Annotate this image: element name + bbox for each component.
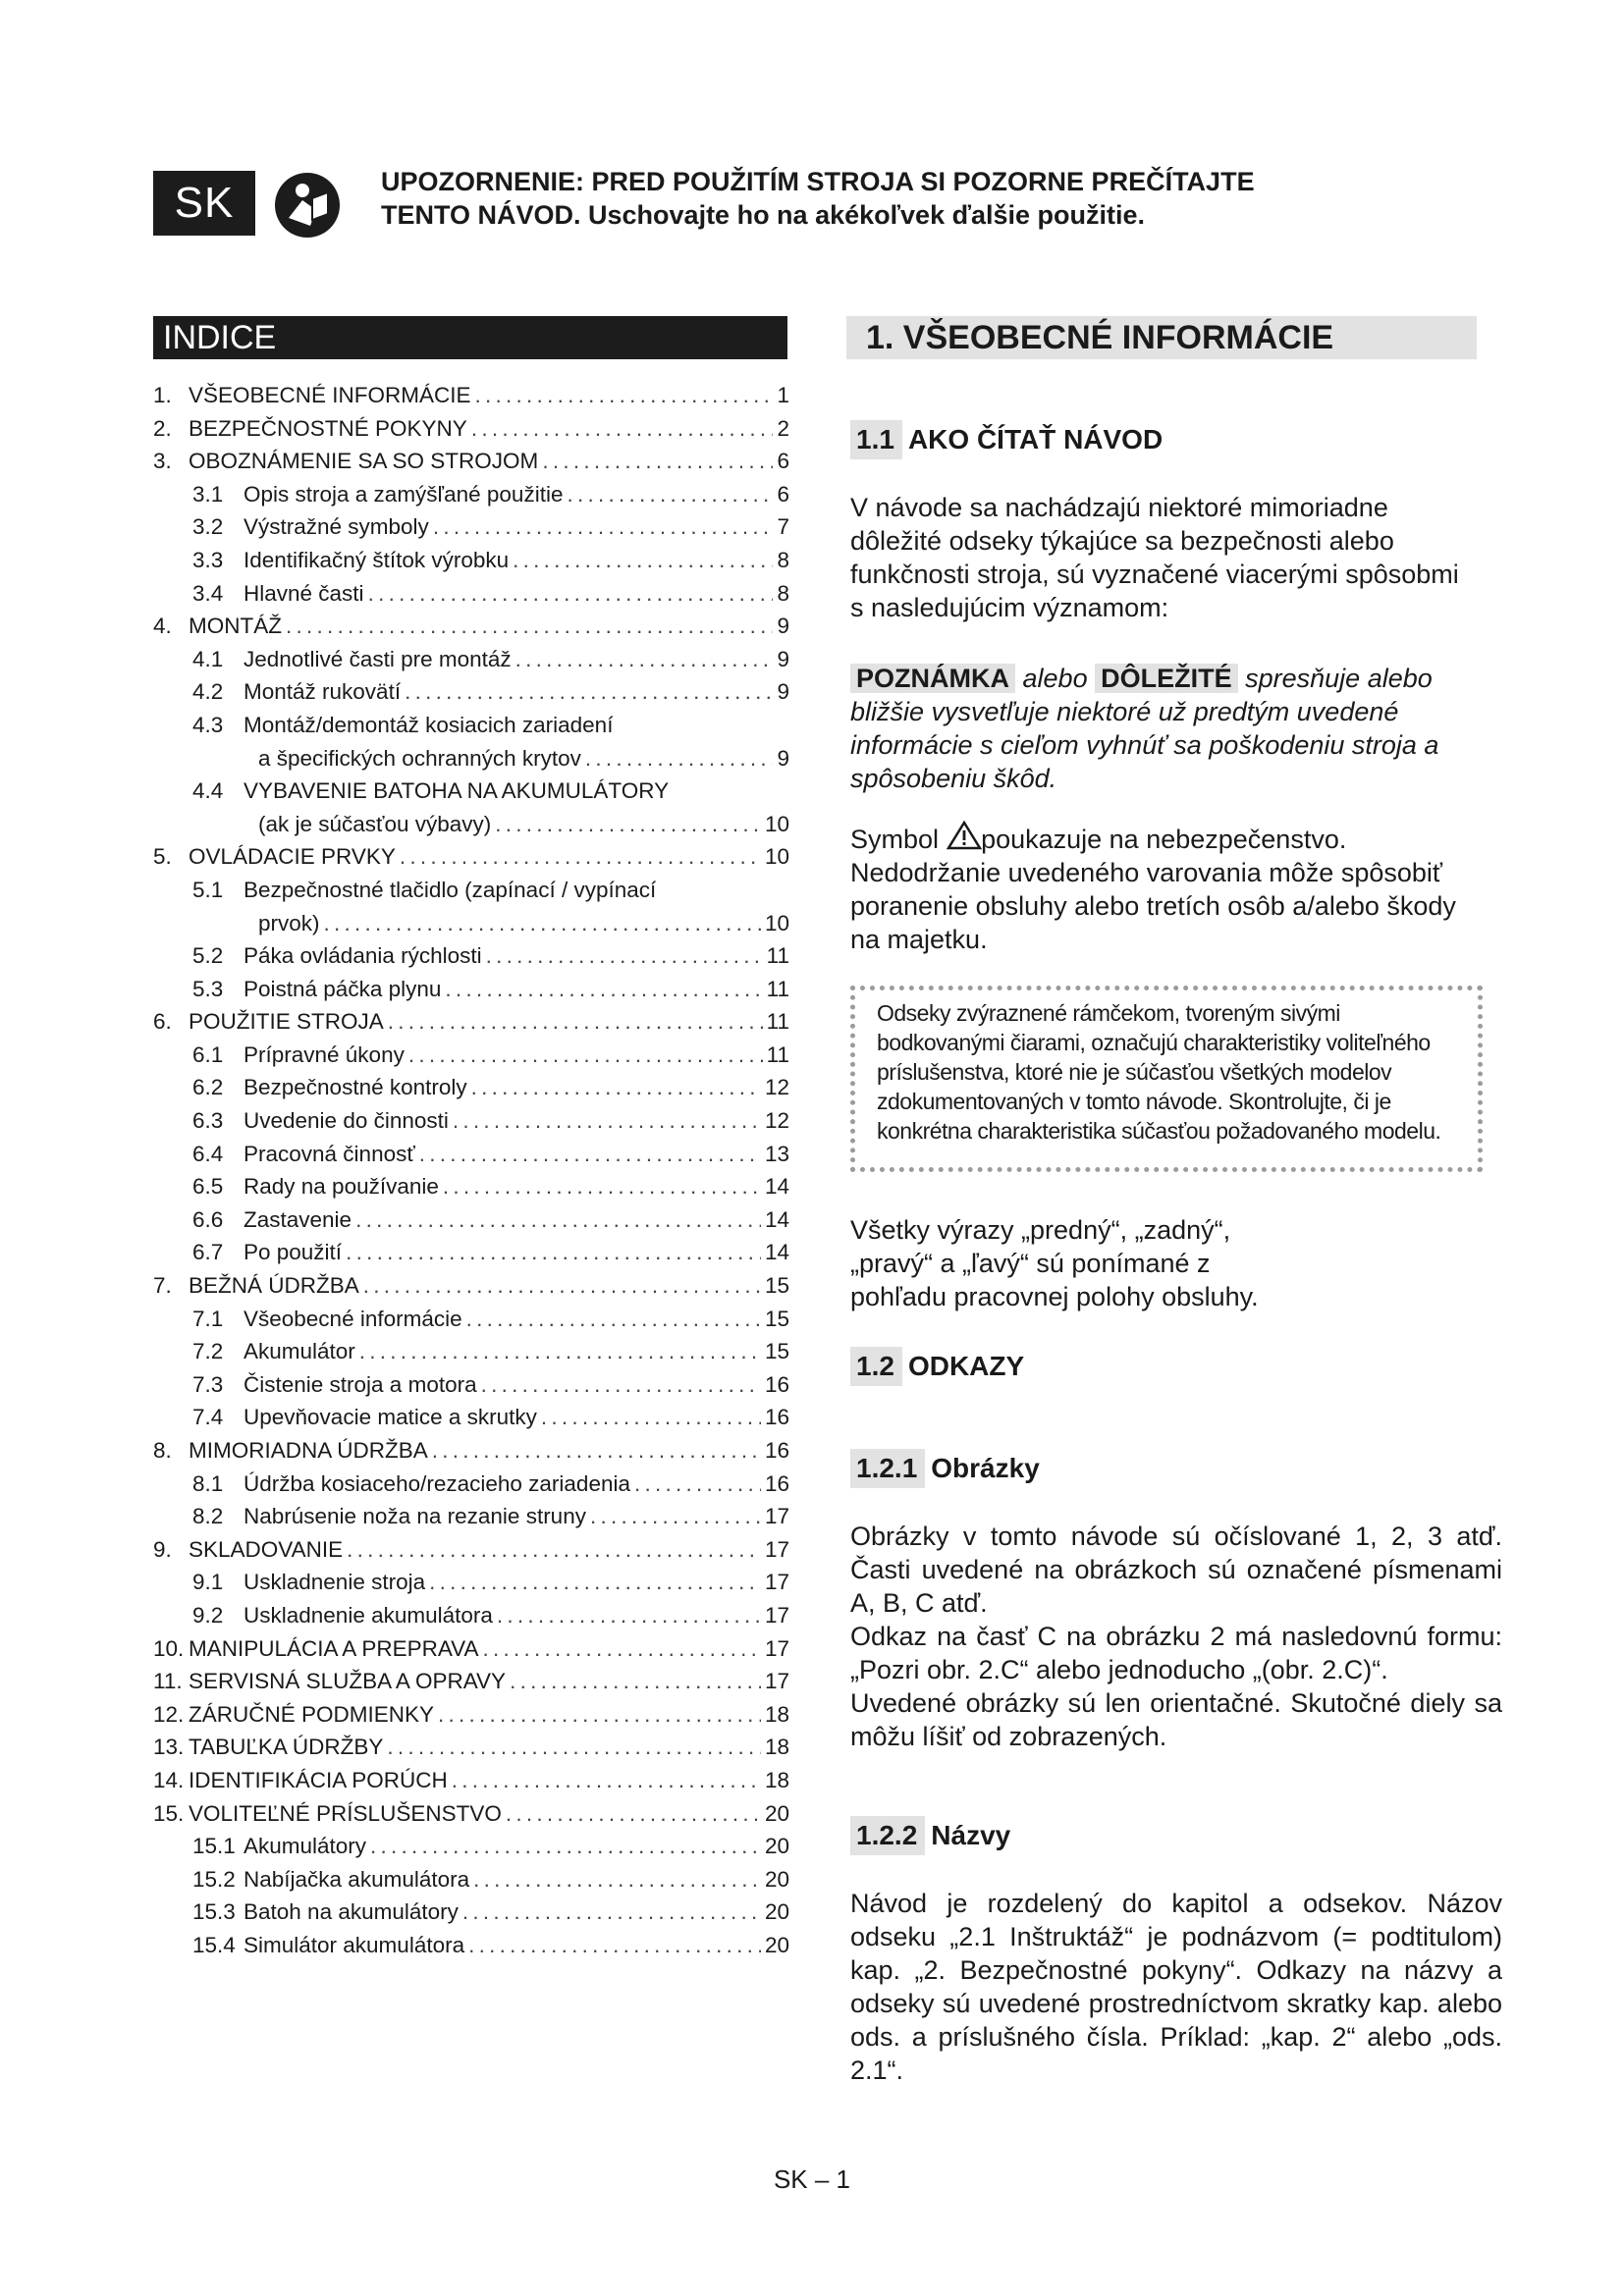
toc-entry-page: 15: [764, 1273, 789, 1299]
toc-entry-title: MONTÁŽ: [189, 614, 282, 639]
toc-entry: [153, 1797, 789, 1831]
toc-entry-page: 20: [764, 1834, 789, 1859]
toc-entry-page: 17: [764, 1669, 789, 1694]
toc-leader-dots: [471, 412, 774, 446]
toc-entry-title: Simulátor akumulátora: [244, 1932, 465, 1957]
warning-triangle-icon: [947, 821, 982, 850]
toc-entry: [153, 1071, 789, 1104]
toc-entry-number: 6.6: [192, 1206, 224, 1232]
toc-entry-number: 5.: [153, 844, 172, 870]
toc-entry-number: 15.3: [192, 1899, 236, 1925]
toc-leader-dots: [497, 1599, 761, 1632]
toc-entry-title: Čistenie stroja a motora: [244, 1371, 477, 1397]
toc-leader-dots: [481, 1368, 761, 1402]
toc-entry-number: 8.1: [192, 1470, 224, 1496]
toc-entry: [153, 577, 789, 611]
toc-entry-title: IDENTIFIKÁCIA PORÚCH: [189, 1767, 448, 1792]
toc-title: INDICE: [153, 316, 787, 359]
toc-leader-dots: [510, 1665, 761, 1698]
toc-entry-title: Akumulátor: [244, 1339, 355, 1364]
toc-entry-number: 6.: [153, 1009, 172, 1035]
toc-entry: [153, 1533, 789, 1567]
toc-leader-dots: [359, 1335, 761, 1368]
toc-entry: [153, 478, 789, 511]
toc-entry-page: 17: [764, 1602, 789, 1628]
toc-entry: [153, 610, 789, 643]
toc-entry: [153, 412, 789, 446]
toc-entry-page: 17: [764, 1504, 789, 1529]
toc-entry-title: Bezpečnostné tlačidlo (zapínací / vypínací: [244, 877, 657, 902]
read-manual-icon: [273, 171, 342, 240]
toc-entry: [153, 1303, 789, 1336]
toc-leader-dots: [370, 1830, 761, 1863]
toc-entry-number: 6.5: [192, 1174, 224, 1200]
toc-entry-title: VYBAVENIE BATOHA NA AKUMULÁTORY: [244, 778, 670, 804]
subsection-1-2-heading: [850, 1347, 1024, 1386]
toc-entry-title: Montáž/demontáž kosiacich zariadení: [244, 712, 614, 737]
toc-leader-dots: [363, 1269, 761, 1303]
toc-entry-title: BEŽNÁ ÚDRŽBA: [189, 1273, 359, 1299]
toc-entry: [153, 808, 789, 841]
toc-leader-dots: [453, 1104, 761, 1138]
toc-entry: [153, 1269, 789, 1303]
toc-entry: [153, 973, 789, 1006]
toc-entry: [153, 1236, 789, 1269]
subsection-number: 1.1: [850, 420, 902, 459]
toc-entry-number: 7.1: [192, 1306, 224, 1331]
toc-leader-dots: [438, 1698, 761, 1732]
toc-leader-dots: [471, 1071, 761, 1104]
toc-entry-number: 7.4: [192, 1405, 224, 1430]
toc-leader-dots: [443, 1170, 761, 1203]
toc-entry-number: 3.: [153, 449, 172, 474]
note-text: spresňuje alebo bližšie vysvetľuje niektoré už predtým uvedené informácie s cieľom vyhnúť sa poškodeniu stroja a spôsobeniu škôd.: [850, 664, 1439, 793]
toc-leader-dots: [408, 1039, 763, 1072]
toc-entry-title: Uskladnenie akumulátora: [244, 1602, 493, 1628]
toc-leader-dots: [286, 610, 773, 643]
toc-entry-page: 11: [766, 943, 789, 969]
toc-entry-title: MIMORIADNA ÚDRŽBA: [189, 1438, 428, 1463]
toc-entry-title: Uskladnenie stroja: [244, 1570, 426, 1595]
toc-leader-dots: [388, 1005, 763, 1039]
toc-entry-title: Výstražné symboly: [244, 514, 429, 540]
toc-leader-dots: [473, 1863, 761, 1896]
toc-leader-dots: [495, 808, 761, 841]
toc-entry-title: VOLITEĽNÉ PRÍSLUŠENSTVO: [189, 1800, 502, 1826]
important-tag: DÔLEŽITÉ: [1095, 664, 1238, 693]
toc-entry-page: 6: [777, 481, 789, 507]
section-title: 1. VŠEOBECNÉ INFORMÁCIE: [846, 316, 1477, 359]
toc-entry-title: a špecifických ochranných krytov: [258, 745, 581, 771]
toc-leader-dots: [468, 1929, 761, 1962]
toc-leader-dots: [541, 1401, 761, 1434]
toc-entry-number: 7.: [153, 1273, 172, 1299]
toc-entry-title: POUŽITIE STROJA: [189, 1009, 384, 1035]
toc-entry: [153, 742, 789, 775]
toc-leader-dots: [355, 1203, 761, 1237]
toc-entry-page: 7: [777, 514, 789, 540]
toc-entry: [153, 1335, 789, 1368]
toc-entry: [153, 510, 789, 544]
toc-entry-title: BEZPEČNOSTNÉ POKYNY: [189, 415, 467, 441]
toc-leader-dots: [506, 1797, 761, 1831]
toc-entry-title: Prípravné úkony: [244, 1041, 405, 1067]
toc-leader-dots: [445, 973, 762, 1006]
toc-entry-title: SKLADOVANIE: [189, 1536, 344, 1562]
toc-entry-page: 10: [764, 811, 789, 836]
toc-entry: [153, 874, 789, 907]
toc-entry-page: 12: [764, 1075, 789, 1100]
toc-entry-page: 8: [777, 580, 789, 606]
toc-entry-page: 15: [764, 1339, 789, 1364]
toc-entry-page: 11: [766, 1009, 789, 1035]
toc-entry: [153, 1929, 789, 1962]
toc-entry: [153, 907, 789, 940]
toc-leader-dots: [585, 742, 774, 775]
toc-entry-page: 16: [764, 1371, 789, 1397]
note-or: alebo: [1022, 664, 1088, 693]
toc-entry-title: Poistná páčka plynu: [244, 976, 442, 1001]
toc-entry: [153, 1468, 789, 1501]
toc-entry-number: 15.: [153, 1800, 185, 1826]
toc-entry-number: 15.2: [192, 1866, 236, 1892]
toc-entry-number: 5.2: [192, 943, 224, 969]
toc-entry-number: 15.1: [192, 1834, 236, 1859]
toc-entry-number: 3.3: [192, 547, 224, 572]
toc-entry: [153, 379, 789, 412]
toc-entry-page: 8: [777, 547, 789, 572]
toc-entry-title: OBOZNÁMENIE SA SO STROJOM: [189, 449, 539, 474]
toc-entry-title: Pracovná činnosť: [244, 1141, 415, 1166]
toc-entry-number: 2.: [153, 415, 172, 441]
toc-entry: [153, 544, 789, 577]
toc-entry-title: Rady na používanie: [244, 1174, 439, 1200]
toc-entry-number: 9.2: [192, 1602, 224, 1628]
toc-leader-dots: [515, 643, 774, 676]
toc-entry-number: 6.7: [192, 1240, 224, 1265]
subsection-title: ODKAZY: [907, 1351, 1025, 1381]
toc-entry-page: 20: [764, 1800, 789, 1826]
subsection-1-2-2-heading: [850, 1816, 1010, 1855]
toc-entry-title: Hlavné časti: [244, 580, 364, 606]
toc-leader-dots: [346, 1236, 761, 1269]
toc-entry-title: Bezpečnostné kontroly: [244, 1075, 467, 1100]
subsection-1-1-heading: [850, 420, 1163, 459]
toc-entry-title: Batoh na akumulátory: [244, 1899, 459, 1925]
toc-leader-dots: [466, 1303, 761, 1336]
toc-entry: [153, 643, 789, 676]
toc-entry-number: 9.: [153, 1536, 172, 1562]
subsection-1-2-1-heading: [850, 1449, 1040, 1488]
toc-entry-number: 15.4: [192, 1932, 236, 1957]
toc-entry-title: TABUĽKA ÚDRŽBY: [189, 1735, 384, 1760]
toc-entry-number: 14.: [153, 1767, 185, 1792]
toc-entry: [153, 774, 789, 808]
titles-paragraph: Návod je rozdelený do kapitol a odsekov. Názov odseku „2.1 Inštruktáž“ je podnázvom (= podtitulom) kap. „2. Bezpečnostné pokyny“. Odkazy na názvy a odseky sú uvedené prostredníctvom skratky kap. alebo ods. a príslušného čísla. Príklad: „kap. 2“ alebo „ods. 2.1“.: [850, 1889, 1502, 2085]
toc-entry: [153, 840, 789, 874]
toc-entry: [153, 1599, 789, 1632]
toc-leader-dots: [462, 1896, 761, 1929]
subsection-number: 1.2.2: [850, 1816, 925, 1855]
toc-leader-dots: [590, 1500, 761, 1533]
optional-accessory-note-box: Odseky zvýraznené rámčekom, tvoreným sivými bodkovanými čiarami, označujú charakteristiky voliteľného príslušenstva, ktoré nie je súčasťou všetkých modelov zdokumentovaných v tomto návode. Skontrolujte, či je konkrétna charakteristika súčasťou požadovaného modelu.: [850, 986, 1483, 1172]
toc-leader-dots: [387, 1731, 761, 1764]
toc-entry-title: Údržba kosiaceho/rezacieho zariadenia: [244, 1470, 630, 1496]
toc-leader-dots: [400, 840, 761, 874]
toc-entry: [153, 675, 789, 709]
toc-entry-title: OVLÁDACIE PRVKY: [189, 844, 396, 870]
toc-entry-page: 9: [777, 646, 789, 671]
toc-entry-page: 18: [764, 1767, 789, 1792]
toc-leader-dots: [634, 1468, 761, 1501]
symbol-word: Symbol: [850, 825, 940, 854]
toc-entry: [153, 1368, 789, 1402]
toc-entry-page: 20: [764, 1866, 789, 1892]
toc-entry-number: 6.4: [192, 1141, 224, 1166]
toc-entry-number: 5.1: [192, 877, 224, 902]
toc-entry-title: Upevňovacie matice a skrutky: [244, 1405, 537, 1430]
toc-entry-number: 8.: [153, 1438, 172, 1463]
toc-entry-page: 11: [766, 976, 789, 1001]
toc-entry-number: 6.2: [192, 1075, 224, 1100]
warning-line-2: TENTO NÁVOD. Uschovajte ho na akékoľvek ďalšie použitie.: [381, 200, 1146, 230]
toc-entry-page: 16: [764, 1405, 789, 1430]
toc-leader-dots: [452, 1764, 761, 1797]
toc-entry: [153, 1698, 789, 1732]
toc-entry-number: 4.1: [192, 646, 224, 671]
intro-paragraph: V návode sa nachádzajú niektoré mimoriadne dôležité odseky týkajúce sa bezpečnosti alebo funkčnosti stroja, sú vyznačené viacerými spôsobmi s nasledujúcim významom:: [850, 493, 1459, 622]
toc-entry: [153, 1863, 789, 1896]
toc-entry-title: Všeobecné informácie: [244, 1306, 462, 1331]
toc-entry: [153, 1764, 789, 1797]
toc-entry-number: 3.1: [192, 481, 224, 507]
subsection-title: Názvy: [931, 1820, 1011, 1850]
toc-leader-dots: [347, 1533, 761, 1567]
toc-entry-page: 9: [777, 679, 789, 705]
toc-entry-number: 10.: [153, 1635, 185, 1661]
toc-entry: [153, 1830, 789, 1863]
toc-entry-number: 11.: [153, 1669, 183, 1694]
toc-leader-dots: [405, 675, 773, 709]
toc-entry-number: 12.: [153, 1701, 185, 1727]
toc-entry: [153, 1566, 789, 1599]
symbol-paragraph: [850, 821, 1479, 956]
toc-entry-number: 1.: [153, 383, 172, 407]
toc-entry: [153, 1632, 789, 1666]
toc-entry-page: 17: [764, 1536, 789, 1562]
toc-entry: [153, 1500, 789, 1533]
toc-entry-number: 4.3: [192, 712, 224, 737]
toc-leader-dots: [429, 1566, 761, 1599]
toc-entry-page: 15: [764, 1306, 789, 1331]
toc-entry-number: 4.: [153, 614, 172, 639]
toc-entry-page: 20: [764, 1899, 789, 1925]
toc-entry-number: 6.3: [192, 1108, 224, 1134]
toc-entry-title: Uvedenie do činnosti: [244, 1108, 449, 1134]
toc-entry-title: Montáž rukovätí: [244, 679, 402, 705]
toc-entry-title: Nabíjačka akumulátora: [244, 1866, 470, 1892]
toc-entry-number: 4.2: [192, 679, 224, 705]
language-badge: SK: [153, 171, 255, 236]
toc-entry-number: 6.1: [192, 1041, 224, 1067]
toc-entry-page: 1: [777, 383, 789, 407]
toc-entry-title: Nabrúsenie noža na rezanie struny: [244, 1504, 586, 1529]
toc-entry-title: VŠEOBECNÉ INFORMÁCIE: [189, 383, 471, 407]
toc-entry-number: 7.2: [192, 1339, 224, 1364]
toc-entry-title: Jednotlivé časti pre montáž: [244, 646, 512, 671]
warning-line-1: UPOZORNENIE: PRED POUŽITÍM STROJA SI POZORNE PREČÍTAJTE: [381, 167, 1255, 196]
toc-entry-page: 17: [764, 1570, 789, 1595]
toc-entry-page: 14: [764, 1174, 789, 1200]
toc-entry-number: 3.4: [192, 580, 224, 606]
figures-text-2: Odkaz na časť C na obrázku 2 má nasledovnú formu: „Pozri obr. 2.C“ alebo jednoducho „(obr. 2.C)“.: [850, 1622, 1502, 1684]
toc-leader-dots: [419, 1138, 761, 1171]
toc-entry: [153, 1170, 789, 1203]
toc-entry-page: 2: [777, 415, 789, 441]
toc-entry: [153, 1731, 789, 1764]
toc-entry-page: 9: [777, 745, 789, 771]
toc-entry: [153, 1665, 789, 1698]
symbol-text: poukazuje na nebezpečenstvo. Nedodržanie uvedeného varovania môže spôsobiť poranenie obsluhy alebo tretích osôb a/alebo škody na majetku.: [850, 825, 1456, 954]
toc-entry-page: 10: [764, 910, 789, 935]
toc-leader-dots: [432, 1434, 761, 1468]
toc-entry-page: 18: [764, 1735, 789, 1760]
toc-entry: [153, 1401, 789, 1434]
toc-entry-title: Páka ovládania rýchlosti: [244, 943, 482, 969]
toc-entry-page: 13: [764, 1141, 789, 1166]
toc-entry: [153, 1203, 789, 1237]
subsection-title: Obrázky: [931, 1453, 1040, 1483]
toc-entry-title: Po použití: [244, 1240, 343, 1265]
toc-entry: [153, 1104, 789, 1138]
toc-entry-title: SERVISNÁ SLUŽBA A OPRAVY: [189, 1669, 507, 1694]
toc-entry-number: 13.: [153, 1735, 185, 1760]
toc-entry: [153, 1039, 789, 1072]
toc-entry-number: 3.2: [192, 514, 224, 540]
toc-entry-page: 9: [777, 614, 789, 639]
toc-entry-title: ZÁRUČNÉ PODMIENKY: [189, 1701, 435, 1727]
note-tag: POZNÁMKA: [850, 664, 1015, 693]
note-paragraph: [850, 662, 1479, 795]
subsection-number: 1.2: [850, 1347, 902, 1386]
subsection-number: 1.2.1: [850, 1449, 925, 1488]
toc-entry: [153, 445, 789, 478]
toc-entry-page: 16: [764, 1470, 789, 1496]
table-of-contents: [153, 379, 789, 1962]
toc-entry-title: Opis stroja a zamýšľané použitie: [244, 481, 564, 507]
figures-text-1: Obrázky v tomto návode sú očíslované 1, 2, 3 atď. Časti uvedené na obrázkoch sú označené písmenami A, B, C atď.: [850, 1522, 1502, 1618]
toc-entry-title: Akumulátory: [244, 1834, 367, 1859]
figures-text-3: Uvedené obrázky sú len orientačné. Skutočné diely sa môžu líšiť od zobrazených.: [850, 1688, 1502, 1751]
toc-entry-number: 7.3: [192, 1371, 224, 1397]
toc-entry-page: 14: [764, 1206, 789, 1232]
toc-entry-number: 4.4: [192, 778, 224, 804]
toc-entry-page: 12: [764, 1108, 789, 1134]
figures-paragraph: [850, 1520, 1502, 1753]
toc-leader-dots: [324, 907, 761, 940]
toc-entry: [153, 709, 789, 742]
toc-entry-number: 8.2: [192, 1504, 224, 1529]
toc-entry-title: prvok): [258, 910, 320, 935]
toc-leader-dots: [368, 577, 774, 611]
toc-entry-page: 10: [764, 844, 789, 870]
toc-entry-title: Zastavenie: [244, 1206, 352, 1232]
toc-leader-dots: [475, 379, 774, 412]
toc-entry: [153, 939, 789, 973]
toc-entry: [153, 1005, 789, 1039]
warning-heading: [381, 165, 1412, 232]
page-number: SK – 1: [773, 2164, 851, 2194]
toc-entry-page: 20: [764, 1932, 789, 1957]
toc-entry-number: 9.1: [192, 1570, 224, 1595]
toc-leader-dots: [542, 445, 773, 478]
toc-entry-title: Identifikačný štítok výrobku: [244, 547, 510, 572]
toc-leader-dots: [513, 544, 773, 577]
toc-entry-page: 6: [777, 449, 789, 474]
toc-entry: [153, 1434, 789, 1468]
toc-entry-number: 5.3: [192, 976, 224, 1001]
toc-entry-page: 14: [764, 1240, 789, 1265]
toc-leader-dots: [486, 939, 763, 973]
toc-entry: [153, 1138, 789, 1171]
toc-entry-page: 18: [764, 1701, 789, 1727]
toc-entry: [153, 1896, 789, 1929]
toc-leader-dots: [433, 510, 774, 544]
subsection-title: AKO ČÍTAŤ NÁVOD: [907, 424, 1164, 454]
toc-entry-title: (ak je súčasťou výbavy): [258, 811, 492, 836]
toc-entry-page: 16: [764, 1438, 789, 1463]
directions-paragraph: Všetky výrazy „predný“, „zadný“, „pravý“ a „ľavý“ sú ponímané z pohľadu pracovnej polohy obsluhy.: [850, 1215, 1259, 1311]
toc-entry-page: 17: [764, 1635, 789, 1661]
toc-entry-title: MANIPULÁCIA A PREPRAVA: [189, 1635, 479, 1661]
toc-entry-page: 11: [766, 1041, 789, 1067]
toc-leader-dots: [567, 478, 773, 511]
toc-leader-dots: [483, 1632, 761, 1666]
